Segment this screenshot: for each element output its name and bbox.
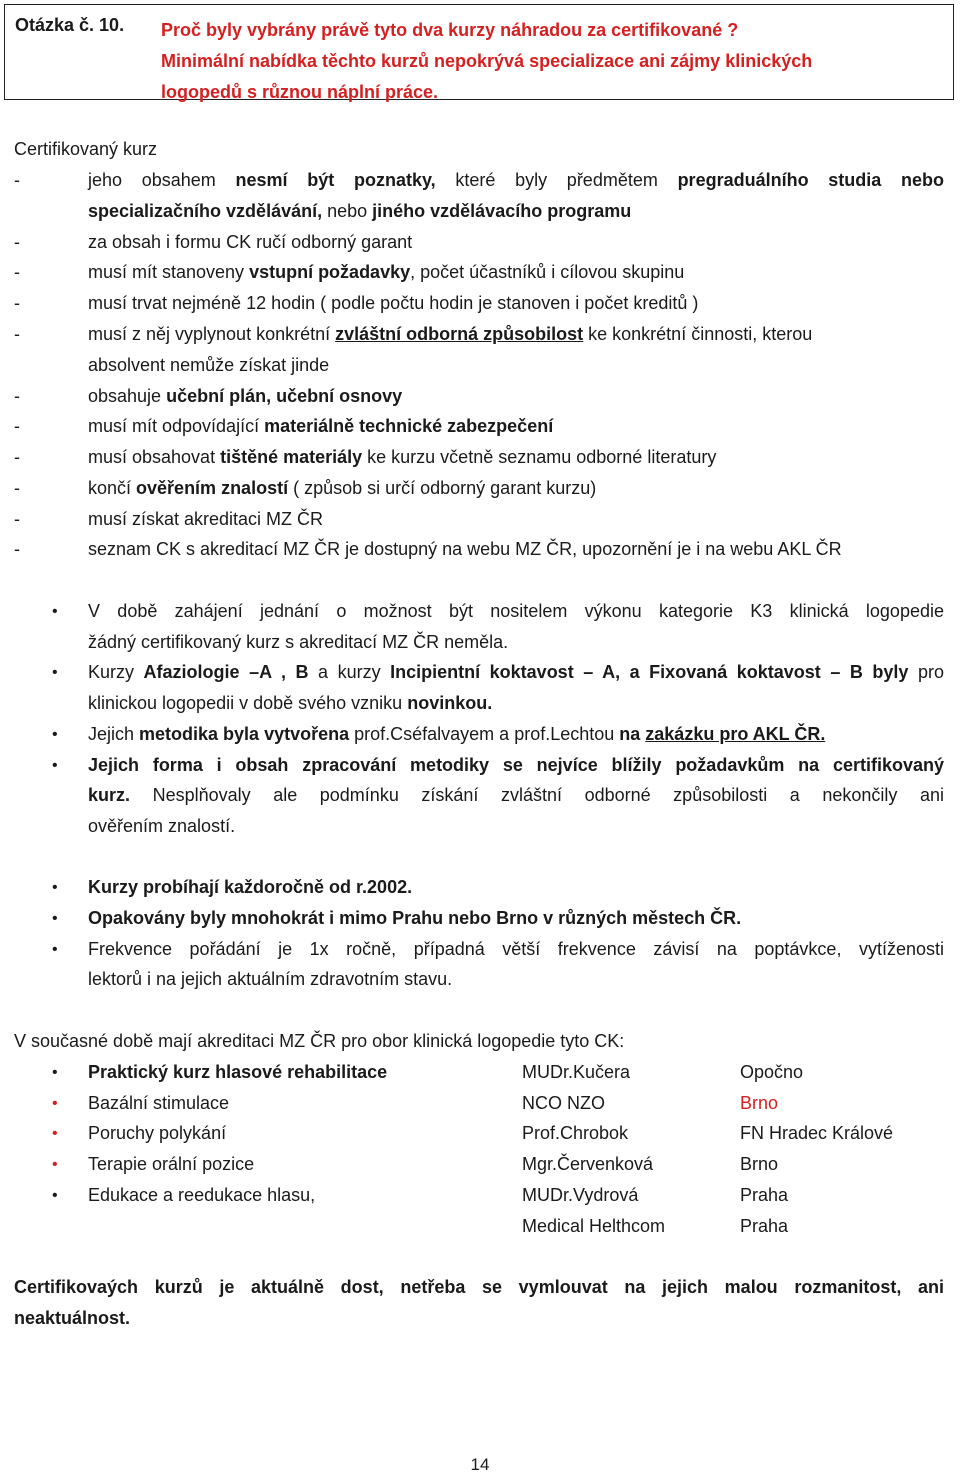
page-number: 14 — [470, 1455, 490, 1474]
dash-marker: - — [14, 170, 20, 190]
ck-row — [0, 1211, 960, 1242]
bullet-text: ověřením znalostí. — [88, 816, 236, 836]
dash-item — [0, 534, 960, 565]
dash-item-continuation — [0, 350, 960, 381]
dash-item-text: absolvent nemůže získat jinde — [88, 355, 330, 375]
bullet-continuation — [0, 811, 960, 842]
question-number: Otázka č. 10. — [15, 15, 125, 35]
ck-provider: MUDr.Vydrová — [522, 1184, 639, 1205]
bullet-continuation — [0, 780, 960, 811]
ck-provider: NCO NZO — [522, 1092, 605, 1113]
conclusion: Certifikovaých kurzů je aktuálně dost, netřeba se vymlouvat na jejich malou rozmanitost, ani — [14, 1277, 944, 1297]
dash-item-text: seznam CK s akreditací MZ ČR je dostupný na webu MZ ČR, upozornění je i na webu AKL ČR — [88, 539, 842, 559]
dash-item — [0, 165, 960, 196]
question-line: Minimální nabídka těchto kurzů nepokrývá specializace ani zájmy klinických — [161, 51, 813, 71]
dash-marker: - — [14, 447, 20, 467]
ck-row — [0, 1057, 960, 1088]
bullet-continuation — [0, 627, 960, 658]
conclusion-continuation: neaktuálnost. — [14, 1308, 131, 1328]
question-text — [161, 15, 941, 108]
dash-item-text: musí z něj vyplynout konkrétní zvláštní odborná způsobilost ke konkrétní činnosti, kterou — [88, 324, 813, 344]
dash-marker: - — [14, 509, 20, 529]
bullet-text: kurz. Nesplňovaly ale podmínku získání zvláštní odborné způsobilosti a nekončily ani — [88, 785, 944, 805]
bullet-text: Frekvence pořádání je 1x ročně, případná větší frekvence závisí na poptávkce, vytíženosti — [88, 939, 944, 959]
ck-row — [0, 1088, 960, 1119]
dash-item — [0, 473, 960, 504]
dash-item — [0, 504, 960, 535]
question-box — [4, 4, 954, 100]
dash-item — [0, 227, 960, 258]
ck-provider: MUDr.Kučera — [522, 1062, 631, 1082]
bullet-item — [0, 872, 960, 903]
dash-item-text: musí získat akreditaci MZ ČR — [88, 509, 324, 529]
bullet-item — [0, 596, 960, 627]
ck-course-name: Terapie orální pozice — [88, 1154, 255, 1175]
bullet-text: Jejich forma i obsah zpracování metodiky se nejvíce blížily požadavkům na certifikovaný — [88, 755, 944, 775]
dash-marker: - — [14, 324, 20, 344]
dash-item-continuation — [0, 196, 960, 227]
ck-place: Opočno — [740, 1062, 804, 1082]
dash-item-text: specializačního vzdělávání, nebo jiného vzdělávacího programu — [88, 201, 632, 221]
bullet-marker: • — [52, 664, 58, 681]
bullet-text: V době zahájení jednání o možnost být nositelem výkonu kategorie K3 klinická logopedie — [88, 601, 944, 621]
bullet-marker: • — [52, 1094, 58, 1112]
dash-item — [0, 288, 960, 319]
ck-course-name: Edukace a reedukace hlasu, — [88, 1184, 316, 1205]
dash-item-text: za obsah i formu CK ručí odborný garant — [88, 232, 413, 252]
bullet-marker: • — [52, 1125, 58, 1143]
bullet-marker: • — [52, 1156, 58, 1174]
ck-course-name: Praktický kurz hlasové rehabilitace — [88, 1062, 388, 1082]
bullet-item — [0, 750, 960, 781]
bullet-continuation — [0, 964, 960, 995]
ck-place: Brno — [740, 1092, 779, 1113]
question-line: Proč byly vybrány právě tyto dva kurzy náhradou za certifikované ? — [161, 20, 739, 40]
bullet-text: Opakovány byly mnohokrát i mimo Prahu nebo Brno v různých městech ČR. — [88, 908, 742, 928]
bullet-marker: • — [52, 941, 58, 958]
bullet-marker: • — [52, 757, 58, 774]
dash-marker: - — [14, 293, 20, 313]
bullet-text: Kurzy Afaziologie –A , B a kurzy Incipientní koktavost – A, a Fixovaná koktavost – B byly pro — [88, 662, 944, 682]
bullet-item — [0, 903, 960, 934]
ck-row — [0, 1149, 960, 1180]
bullet-marker: • — [52, 910, 58, 927]
ck-row — [0, 1118, 960, 1149]
ck-place: Praha — [740, 1215, 789, 1236]
bullet-marker: • — [52, 879, 58, 896]
bullet-text: klinickou logopedii v době svého vzniku novinkou. — [88, 693, 493, 713]
dash-marker: - — [14, 416, 20, 436]
ck-intro: V současné době mají akreditaci MZ ČR pro obor klinická logopedie tyto CK: — [14, 1031, 625, 1051]
ck-row — [0, 1180, 960, 1211]
dash-marker: - — [14, 539, 20, 559]
ck-place: FN Hradec Králové — [740, 1123, 894, 1144]
bullet-text: Jejich metodika byla vytvořena prof.Cséfalvayem a prof.Lechtou na zakázku pro AKL ČR. — [88, 724, 826, 744]
bullet-item — [0, 719, 960, 750]
dash-item-text: jeho obsahem nesmí být poznatky, které byly předmětem pregraduálního studia nebo — [88, 170, 944, 190]
ck-course-name: Bazální stimulace — [88, 1092, 230, 1113]
ck-course-name: Poruchy polykání — [88, 1123, 227, 1144]
dash-item-text: musí obsahovat tištěné materiály ke kurzu včetně seznamu odborné literatury — [88, 447, 717, 467]
dash-marker: - — [14, 478, 20, 498]
bullet-text: Kurzy probíhají každoročně od r.2002. — [88, 877, 413, 897]
bullet-marker: • — [52, 1064, 58, 1081]
dash-marker: - — [14, 232, 20, 252]
ck-place: Praha — [740, 1184, 789, 1205]
bullet-item — [0, 657, 960, 688]
dash-item — [0, 411, 960, 442]
ck-place: Brno — [740, 1154, 779, 1175]
bullet-marker: • — [52, 1186, 58, 1204]
bullet-text: lektorů i na jejich aktuálním zdravotním stavu. — [88, 969, 453, 989]
dash-item-text: musí mít stanoveny vstupní požadavky, počet účastníků i cílovou skupinu — [88, 262, 685, 282]
bullet-continuation — [0, 688, 960, 719]
dash-item-text: obsahuje učební plán, učební osnovy — [88, 386, 403, 406]
section-heading: Certifikovaný kurz — [14, 139, 158, 159]
ck-provider: Mgr.Červenková — [522, 1154, 654, 1175]
dash-item — [0, 442, 960, 473]
bullet-item — [0, 934, 960, 965]
dash-marker: - — [14, 386, 20, 406]
question-line: logopedů s různou náplní práce. — [161, 82, 439, 102]
dash-item — [0, 257, 960, 288]
dash-item — [0, 319, 960, 350]
dash-item-text: končí ověřením znalostí ( způsob si určí odborný garant kurzu) — [88, 478, 597, 498]
bullet-marker: • — [52, 603, 58, 620]
ck-provider: Prof.Chrobok — [522, 1123, 629, 1144]
bullet-marker: • — [52, 726, 58, 743]
dash-item-text: musí trvat nejméně 12 hodin ( podle počtu hodin je stanoven i počet kreditů ) — [88, 293, 699, 313]
dash-marker: - — [14, 262, 20, 282]
dash-item — [0, 381, 960, 412]
ck-provider: Medical Helthcom — [522, 1215, 666, 1236]
dash-item-text: musí mít odpovídající materiálně technické zabezpečení — [88, 416, 554, 436]
bullet-text: žádný certifikovaný kurz s akreditací MZ ČR neměla. — [88, 632, 509, 652]
